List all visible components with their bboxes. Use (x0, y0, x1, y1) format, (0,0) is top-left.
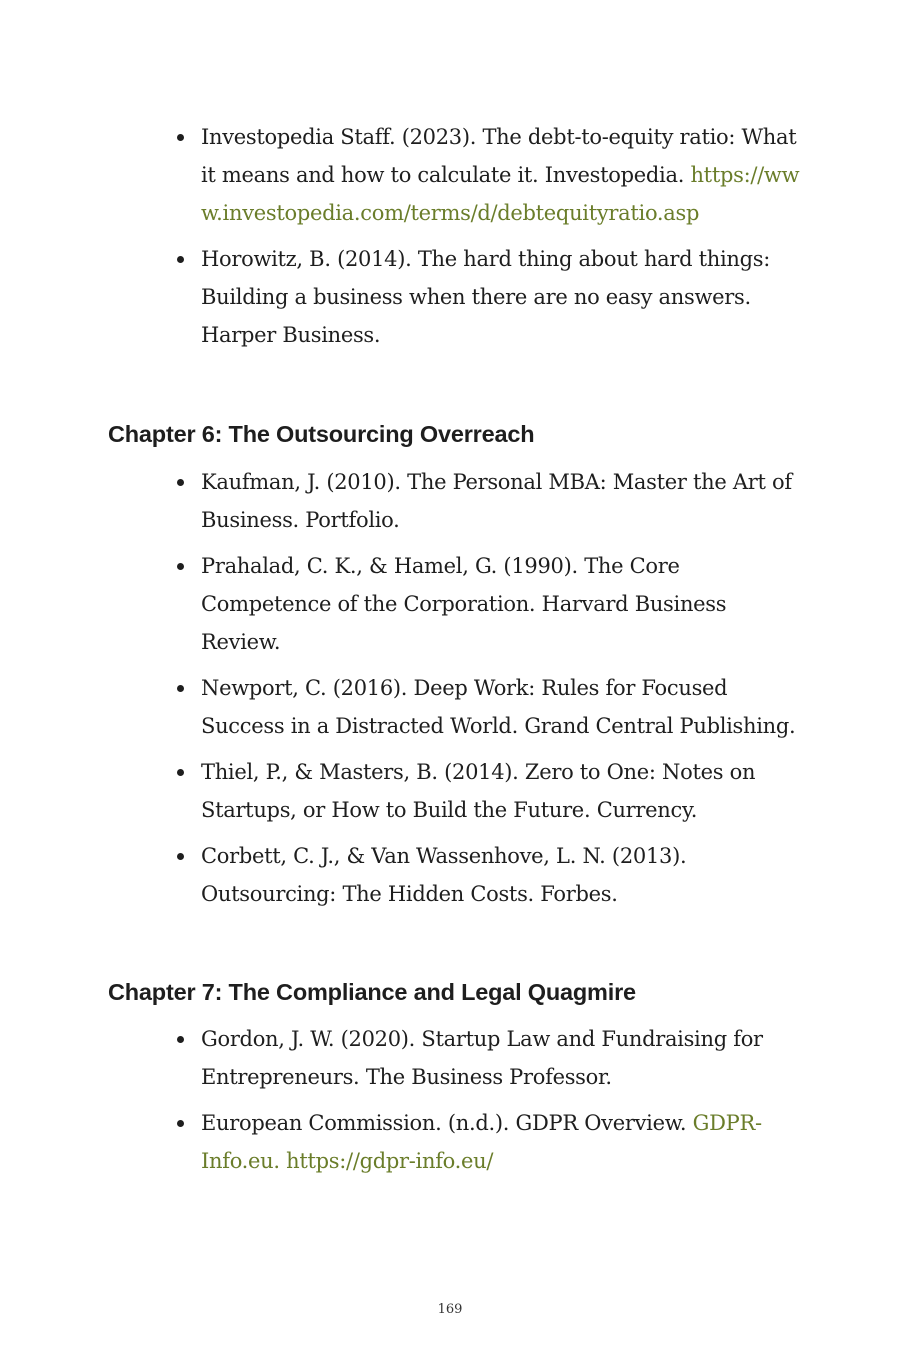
reference-list (175, 1020, 800, 1188)
chapter-heading: Chapter 6: The Outsourcing Overreach (108, 421, 535, 447)
list-item (175, 1020, 800, 1096)
list-item (175, 1104, 800, 1180)
list-item (175, 547, 800, 661)
page-number: 169 (437, 1302, 463, 1317)
reference-text: Thiel, P., & Masters, B. (2014). Zero to One: Notes on Startups, or How to Build the Future. Currency. (201, 760, 756, 822)
reference-text: Investopedia Staff. (2023). The debt-to-equity ratio: What it means and how to calculate it. Investopedia. (201, 125, 797, 187)
reference-link[interactable]: https://www.investopedia.com/terms/d/debtequityratio.asp (201, 163, 800, 225)
list-item (175, 118, 800, 232)
reference-text: Corbett, C. J., & Van Wassenhove, L. N. (2013). Outsourcing: The Hidden Costs. Forbes. (201, 844, 687, 906)
list-item (175, 669, 800, 745)
reference-text: Prahalad, C. K., & Hamel, G. (1990). The Core Competence of the Corporation. Harvard Business Review. (201, 554, 727, 654)
chapter-heading: Chapter 7: The Compliance and Legal Quagmire (108, 979, 636, 1005)
reference-text: Horowitz, B. (2014). The hard thing about hard things: Building a business when there are no easy answers. Harper Business. (201, 247, 771, 347)
reference-list (175, 463, 800, 921)
list-item (175, 837, 800, 913)
list-item (175, 463, 800, 539)
list-item (175, 240, 800, 354)
reference-text: European Commission. (n.d.). GDPR Overview. (201, 1111, 693, 1135)
reference-text: Gordon, J. W. (2020). Startup Law and Fundraising for Entrepreneurs. The Business Professor. (201, 1027, 763, 1089)
reference-text: Newport, C. (2016). Deep Work: Rules for Focused Success in a Distracted World. Grand Central Publishing. (201, 676, 796, 738)
reference-list (175, 118, 800, 362)
list-item (175, 753, 800, 829)
reference-link[interactable]: GDPR-Info.eu. https://gdpr-info.eu/ (201, 1111, 762, 1173)
reference-text: Kaufman, J. (2010). The Personal MBA: Master the Art of Business. Portfolio. (201, 470, 792, 532)
